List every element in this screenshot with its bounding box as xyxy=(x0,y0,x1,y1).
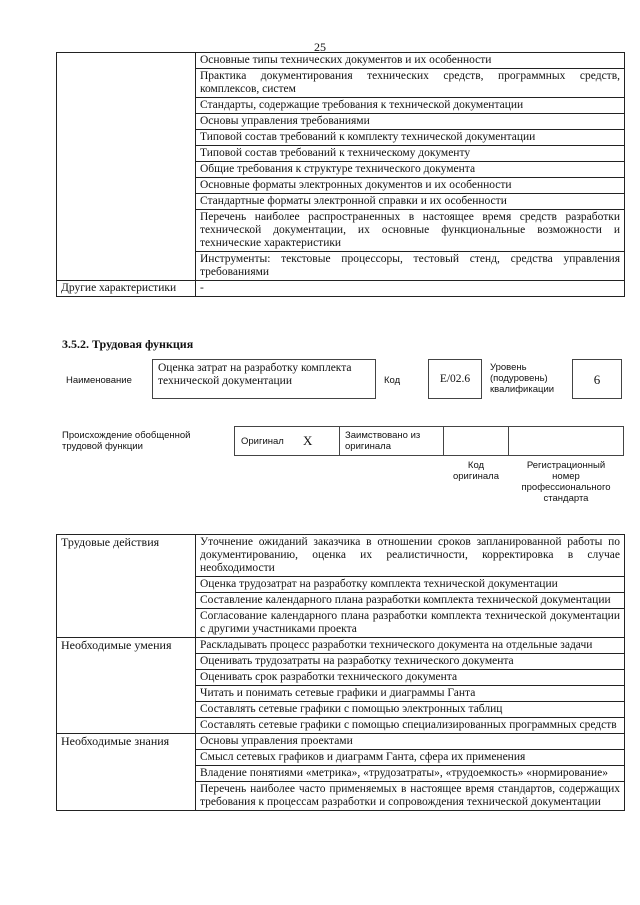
section-item: Составлять сетевые графики с помощью электронных таблиц xyxy=(196,702,625,718)
section-item: Основы управления проектами xyxy=(196,734,625,750)
section-item: Оценка трудозатрат на разработку комплекта технической документации xyxy=(196,577,625,593)
section-item: Оценивать трудозатраты на разработку технического документа xyxy=(196,654,625,670)
section-heading: 3.5.2. Трудовая функция xyxy=(62,337,194,351)
function-name-box xyxy=(152,359,376,399)
knowledge-item: Основные форматы электронных документов и их особенности xyxy=(196,178,625,194)
registration-number-cell xyxy=(508,426,624,456)
section-item: Перечень наиболее часто применяемых в настоящее время стандартов, содержащих требования к процессам разработки и сопровождения технической документации xyxy=(196,782,625,811)
knowledge-item: Основы управления требованиями xyxy=(196,114,625,130)
empty-label-cell xyxy=(57,53,196,281)
section-item: Оценивать срок разработки технического документа xyxy=(196,670,625,686)
code-label: Код xyxy=(384,375,401,386)
borrowed-label: Заимствовано из оригинала xyxy=(345,430,421,452)
other-characteristics-label: Другие характеристики xyxy=(57,281,196,297)
original-label: Оригинал xyxy=(241,436,284,447)
level-box xyxy=(572,359,622,399)
registration-caption: Регистрационный номер профессионального стандарта xyxy=(521,460,611,504)
top-knowledge-table xyxy=(56,52,625,297)
origin-label: Происхождение обобщенной трудовой функции xyxy=(62,430,191,452)
section-item: Владение понятиями «метрика», «трудозатраты», «трудоемкость» «нормирование» xyxy=(196,766,625,782)
section-label: Трудовые действия xyxy=(57,535,196,638)
section-item: Составление календарного плана разработки комплекта технической документации xyxy=(196,593,625,609)
knowledge-item: Типовой состав требований к комплекту технической документации xyxy=(196,130,625,146)
section-label: Необходимые умения xyxy=(57,638,196,734)
section-item: Смысл сетевых графиков и диаграмм Ганта, сфера их применения xyxy=(196,750,625,766)
other-characteristics-value: - xyxy=(196,281,625,297)
table-row xyxy=(57,734,625,750)
table-row xyxy=(57,53,625,69)
section-label: Необходимые знания xyxy=(57,734,196,811)
knowledge-item: Стандартные форматы электронной справки и их особенности xyxy=(196,194,625,210)
page-number: 25 xyxy=(314,40,326,54)
labor-function-table xyxy=(56,534,625,811)
section-item: Раскладывать процесс разработки технического документа на отдельные задачи xyxy=(196,638,625,654)
section-item: Уточнение ожиданий заказчика в отношении сроков запланированной работы по документированию, оценка их реалистичности, корректировка в случае необходимости xyxy=(196,535,625,577)
knowledge-item: Основные типы технических документов и их особенности xyxy=(196,53,625,69)
function-name-value: Оценка затрат на разработку комплекта технической документации xyxy=(158,362,352,387)
table-row xyxy=(57,638,625,654)
original-mark: X xyxy=(303,433,313,448)
knowledge-item: Перечень наиболее распространенных в настоящее время средств разработки технической документации, их основные функциональные возможности и технические характеристики xyxy=(196,210,625,252)
section-item: Читать и понимать сетевые графики и диаграммы Ганта xyxy=(196,686,625,702)
original-cell xyxy=(234,426,340,456)
name-label: Наименование xyxy=(66,375,132,386)
level-value: 6 xyxy=(593,372,601,387)
function-code-box xyxy=(428,359,482,399)
knowledge-item: Инструменты: текстовые процессоры, тестовый стенд, средства управления требованиями xyxy=(196,252,625,281)
function-code-value: E/02.6 xyxy=(439,373,471,385)
knowledge-item: Типовой состав требований к техническому документу xyxy=(196,146,625,162)
table-row xyxy=(57,535,625,577)
original-code-cell xyxy=(443,426,509,456)
section-item: Согласование календарного плана разработки комплекта технической документации с другими участниками проекта xyxy=(196,609,625,638)
knowledge-item: Стандарты, содержащие требования к технической документации xyxy=(196,98,625,114)
knowledge-item: Общие требования к структуре технического документа xyxy=(196,162,625,178)
level-label: Уровень (подуровень) квалификации xyxy=(490,362,555,395)
knowledge-item: Практика документирования технических средств, программных средств, комплексов, систем xyxy=(196,69,625,98)
original-code-caption: Код оригинала xyxy=(452,460,499,482)
section-item: Составлять сетевые графики с помощью специализированных программных средств xyxy=(196,718,625,734)
borrowed-cell xyxy=(339,426,444,456)
table-row xyxy=(57,281,625,297)
